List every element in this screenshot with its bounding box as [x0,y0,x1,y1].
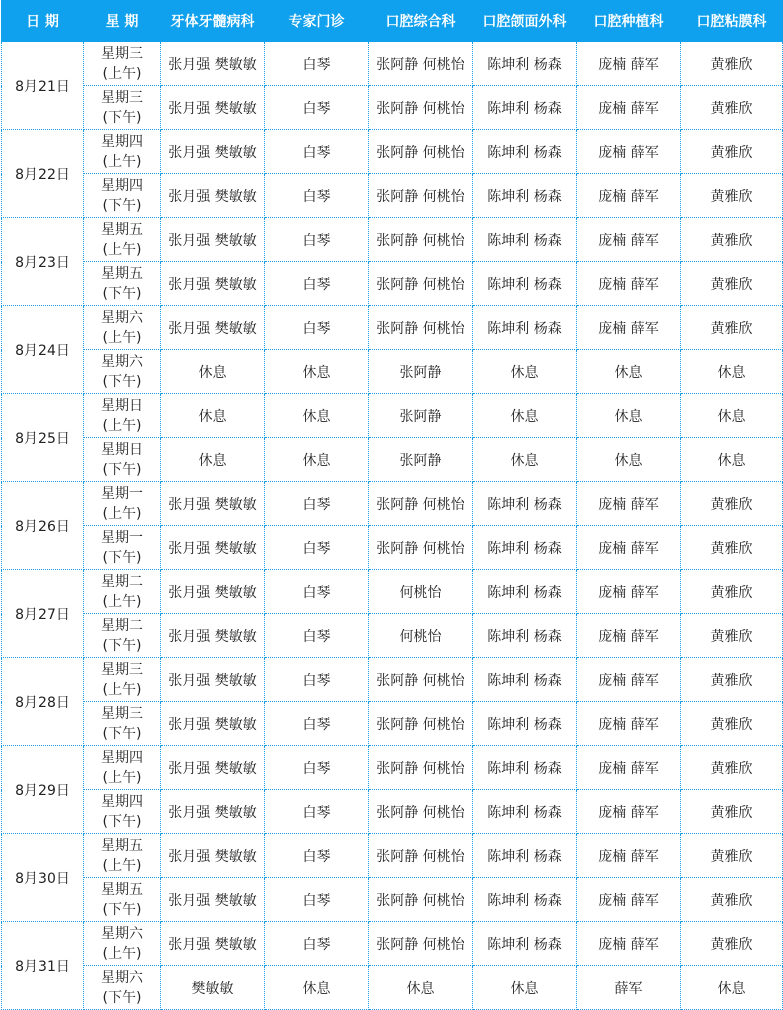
cell-expert-clinic: 白琴 [265,834,369,878]
table-row [2,526,783,570]
weekday-cell [84,174,161,218]
cell-implantology: 庞楠 薛军 [577,482,681,526]
table-row [2,746,783,790]
weekday-cell [84,966,161,1010]
cell-general-dentistry: 张阿静 何桃怡 [369,746,473,790]
cell-implantology: 休息 [577,438,681,482]
header-oral-mucosa: 口腔粘膜科 [681,1,783,42]
cell-oral-mucosa: 黄雅欣 [681,922,783,966]
weekday-label: 星期二 [101,617,143,634]
weekday-label: 星期四 [101,133,143,150]
cell-general-dentistry: 张阿静 何桃怡 [369,86,473,130]
cell-oral-surgery: 陈坤利 杨森 [473,878,577,922]
cell-general-dentistry: 休息 [369,966,473,1010]
cell-oral-surgery: 陈坤利 杨森 [473,614,577,658]
cell-oral-surgery: 陈坤利 杨森 [473,306,577,350]
clinic-schedule-table [1,0,783,1010]
cell-oral-surgery: 陈坤利 杨森 [473,746,577,790]
date-cell: 8月21日 [2,42,84,130]
cell-expert-clinic: 白琴 [265,614,369,658]
schedule-body [2,42,783,1010]
cell-oral-mucosa: 黄雅欣 [681,174,783,218]
cell-oral-mucosa: 黄雅欣 [681,218,783,262]
cell-implantology: 庞楠 薛军 [577,130,681,174]
cell-implantology: 庞楠 薛军 [577,42,681,86]
cell-implantology: 庞楠 薛军 [577,174,681,218]
table-row [2,834,783,878]
header-expert-clinic: 专家门诊 [265,1,369,42]
cell-implantology: 庞楠 薛军 [577,218,681,262]
cell-endodontics: 张月强 樊敏敏 [161,306,265,350]
cell-implantology: 庞楠 薛军 [577,746,681,790]
weekday-label: 星期日 [101,441,143,458]
table-row [2,394,783,438]
weekday-cell [84,86,161,130]
cell-expert-clinic: 休息 [265,394,369,438]
cell-endodontics: 张月强 樊敏敏 [161,702,265,746]
cell-oral-mucosa: 黄雅欣 [681,614,783,658]
header-row [2,1,783,42]
weekday-cell [84,218,161,262]
cell-expert-clinic: 白琴 [265,42,369,86]
cell-oral-surgery: 休息 [473,966,577,1010]
period-label: (上午) [102,769,142,786]
weekday-cell [84,702,161,746]
cell-endodontics: 休息 [161,438,265,482]
cell-implantology: 休息 [577,394,681,438]
cell-implantology: 庞楠 薛军 [577,702,681,746]
weekday-label: 星期四 [101,749,143,766]
cell-expert-clinic: 白琴 [265,790,369,834]
cell-implantology: 庞楠 薛军 [577,922,681,966]
cell-oral-surgery: 休息 [473,438,577,482]
cell-expert-clinic: 白琴 [265,86,369,130]
table-row [2,218,783,262]
cell-oral-mucosa: 黄雅欣 [681,702,783,746]
weekday-cell [84,394,161,438]
header-implantology: 口腔种植科 [577,1,681,42]
header-weekday: 星 期 [84,1,161,42]
date-cell: 8月27日 [2,570,84,658]
weekday-cell [84,878,161,922]
cell-endodontics: 张月强 樊敏敏 [161,922,265,966]
table-row [2,702,783,746]
date-cell: 8月23日 [2,218,84,306]
cell-implantology: 庞楠 薛军 [577,526,681,570]
period-label: (上午) [102,505,142,522]
cell-oral-surgery: 陈坤利 杨森 [473,482,577,526]
header-general-dentistry: 口腔综合科 [369,1,473,42]
period-label: (上午) [102,417,142,434]
cell-general-dentistry: 何桃怡 [369,570,473,614]
cell-oral-surgery: 陈坤利 杨森 [473,834,577,878]
cell-general-dentistry: 张阿静 何桃怡 [369,130,473,174]
cell-endodontics: 张月强 樊敏敏 [161,482,265,526]
cell-oral-surgery: 陈坤利 杨森 [473,174,577,218]
weekday-label: 星期五 [101,221,143,238]
date-cell: 8月26日 [2,482,84,570]
date-cell: 8月24日 [2,306,84,394]
period-label: (上午) [102,329,142,346]
weekday-cell [84,306,161,350]
cell-expert-clinic: 白琴 [265,526,369,570]
cell-oral-mucosa: 黄雅欣 [681,306,783,350]
weekday-label: 星期三 [101,705,143,722]
cell-oral-mucosa: 黄雅欣 [681,878,783,922]
period-label: (下午) [102,285,142,302]
date-cell: 8月29日 [2,746,84,834]
cell-general-dentistry: 张阿静 何桃怡 [369,218,473,262]
cell-endodontics: 张月强 樊敏敏 [161,746,265,790]
table-row [2,658,783,702]
cell-endodontics: 张月强 樊敏敏 [161,218,265,262]
cell-endodontics: 张月强 樊敏敏 [161,174,265,218]
weekday-cell [84,482,161,526]
header-endodontics: 牙体牙髓病科 [161,1,265,42]
cell-oral-mucosa: 黄雅欣 [681,526,783,570]
weekday-label: 星期五 [101,837,143,854]
table-row [2,878,783,922]
period-label: (下午) [102,373,142,390]
weekday-label: 星期三 [101,661,143,678]
cell-expert-clinic: 白琴 [265,218,369,262]
cell-expert-clinic: 白琴 [265,306,369,350]
period-label: (上午) [102,153,142,170]
cell-endodontics: 休息 [161,350,265,394]
cell-general-dentistry: 张阿静 何桃怡 [369,922,473,966]
weekday-cell [84,42,161,86]
table-row [2,174,783,218]
cell-endodontics: 张月强 樊敏敏 [161,130,265,174]
cell-oral-mucosa: 休息 [681,438,783,482]
cell-endodontics: 张月强 樊敏敏 [161,878,265,922]
period-label: (上午) [102,857,142,874]
cell-expert-clinic: 白琴 [265,174,369,218]
cell-endodontics: 张月强 樊敏敏 [161,86,265,130]
date-cell: 8月31日 [2,922,84,1010]
cell-endodontics: 张月强 樊敏敏 [161,42,265,86]
cell-oral-surgery: 陈坤利 杨森 [473,262,577,306]
cell-oral-surgery: 陈坤利 杨森 [473,658,577,702]
cell-general-dentistry: 何桃怡 [369,614,473,658]
date-cell: 8月30日 [2,834,84,922]
period-label: (下午) [102,197,142,214]
cell-general-dentistry: 张阿静 [369,394,473,438]
cell-endodontics: 张月强 樊敏敏 [161,570,265,614]
cell-general-dentistry: 张阿静 何桃怡 [369,790,473,834]
period-label: (上午) [102,65,142,82]
cell-implantology: 庞楠 薛军 [577,86,681,130]
cell-oral-surgery: 陈坤利 杨森 [473,86,577,130]
period-label: (下午) [102,549,142,566]
weekday-cell [84,746,161,790]
cell-oral-surgery: 陈坤利 杨森 [473,526,577,570]
weekday-label: 星期六 [101,925,143,942]
cell-oral-mucosa: 休息 [681,966,783,1010]
table-row [2,570,783,614]
cell-implantology: 庞楠 薛军 [577,790,681,834]
cell-implantology: 休息 [577,350,681,394]
cell-general-dentistry: 张阿静 何桃怡 [369,482,473,526]
cell-expert-clinic: 白琴 [265,922,369,966]
cell-expert-clinic: 白琴 [265,130,369,174]
cell-expert-clinic: 休息 [265,350,369,394]
date-cell: 8月25日 [2,394,84,482]
weekday-label: 星期五 [101,265,143,282]
header-oral-surgery: 口腔颌面外科 [473,1,577,42]
cell-implantology: 庞楠 薛军 [577,658,681,702]
cell-oral-mucosa: 黄雅欣 [681,262,783,306]
cell-oral-mucosa: 黄雅欣 [681,746,783,790]
cell-endodontics: 张月强 樊敏敏 [161,834,265,878]
cell-general-dentistry: 张阿静 何桃怡 [369,658,473,702]
weekday-label: 星期日 [101,397,143,414]
table-row [2,86,783,130]
cell-oral-surgery: 陈坤利 杨森 [473,790,577,834]
cell-implantology: 庞楠 薛军 [577,262,681,306]
weekday-label: 星期三 [101,89,143,106]
cell-oral-mucosa: 黄雅欣 [681,86,783,130]
weekday-label: 星期四 [101,793,143,810]
weekday-label: 星期二 [101,573,143,590]
cell-expert-clinic: 休息 [265,438,369,482]
cell-oral-mucosa: 黄雅欣 [681,42,783,86]
weekday-label: 星期六 [101,309,143,326]
cell-oral-surgery: 陈坤利 杨森 [473,218,577,262]
date-cell: 8月28日 [2,658,84,746]
cell-endodontics: 樊敏敏 [161,966,265,1010]
cell-general-dentistry: 张阿静 [369,438,473,482]
cell-expert-clinic: 白琴 [265,746,369,790]
cell-oral-surgery: 陈坤利 杨森 [473,922,577,966]
weekday-label: 星期六 [101,969,143,986]
cell-general-dentistry: 张阿静 何桃怡 [369,834,473,878]
period-label: (下午) [102,109,142,126]
cell-general-dentistry: 张阿静 何桃怡 [369,702,473,746]
cell-expert-clinic: 休息 [265,966,369,1010]
weekday-cell [84,614,161,658]
period-label: (下午) [102,989,142,1006]
period-label: (上午) [102,241,142,258]
table-row [2,42,783,86]
cell-implantology: 薛军 [577,966,681,1010]
period-label: (下午) [102,461,142,478]
table-row [2,438,783,482]
weekday-cell [84,130,161,174]
weekday-cell [84,834,161,878]
weekday-label: 星期三 [101,45,143,62]
cell-oral-mucosa: 休息 [681,394,783,438]
table-row [2,262,783,306]
cell-endodontics: 张月强 樊敏敏 [161,658,265,702]
cell-oral-surgery: 陈坤利 杨森 [473,42,577,86]
period-label: (下午) [102,813,142,830]
table-row [2,922,783,966]
weekday-cell [84,350,161,394]
cell-expert-clinic: 白琴 [265,878,369,922]
weekday-cell [84,438,161,482]
cell-endodontics: 张月强 樊敏敏 [161,262,265,306]
cell-general-dentistry: 张阿静 何桃怡 [369,878,473,922]
cell-endodontics: 张月强 樊敏敏 [161,614,265,658]
cell-oral-surgery: 休息 [473,394,577,438]
cell-implantology: 庞楠 薛军 [577,306,681,350]
cell-oral-mucosa: 黄雅欣 [681,658,783,702]
period-label: (下午) [102,901,142,918]
weekday-cell [84,570,161,614]
cell-expert-clinic: 白琴 [265,658,369,702]
table-row [2,966,783,1010]
cell-expert-clinic: 白琴 [265,262,369,306]
weekday-cell [84,790,161,834]
weekday-label: 星期五 [101,881,143,898]
weekday-cell [84,526,161,570]
cell-oral-surgery: 陈坤利 杨森 [473,570,577,614]
cell-general-dentistry: 张阿静 何桃怡 [369,42,473,86]
period-label: (下午) [102,637,142,654]
weekday-label: 星期六 [101,353,143,370]
period-label: (上午) [102,945,142,962]
cell-implantology: 庞楠 薛军 [577,614,681,658]
cell-oral-surgery: 陈坤利 杨森 [473,702,577,746]
table-row [2,350,783,394]
cell-general-dentistry: 张阿静 何桃怡 [369,174,473,218]
weekday-cell [84,262,161,306]
cell-endodontics: 张月强 樊敏敏 [161,790,265,834]
cell-oral-mucosa: 黄雅欣 [681,834,783,878]
weekday-label: 星期一 [101,485,143,502]
cell-oral-mucosa: 黄雅欣 [681,570,783,614]
cell-endodontics: 休息 [161,394,265,438]
weekday-label: 星期一 [101,529,143,546]
cell-implantology: 庞楠 薛军 [577,834,681,878]
table-row [2,130,783,174]
cell-general-dentistry: 张阿静 何桃怡 [369,262,473,306]
period-label: (上午) [102,593,142,610]
cell-implantology: 庞楠 薛军 [577,570,681,614]
period-label: (下午) [102,725,142,742]
cell-expert-clinic: 白琴 [265,702,369,746]
table-row [2,614,783,658]
cell-endodontics: 张月强 樊敏敏 [161,526,265,570]
table-row [2,790,783,834]
cell-expert-clinic: 白琴 [265,482,369,526]
cell-implantology: 庞楠 薛军 [577,878,681,922]
cell-oral-mucosa: 休息 [681,350,783,394]
weekday-label: 星期四 [101,177,143,194]
cell-oral-mucosa: 黄雅欣 [681,482,783,526]
table-row [2,306,783,350]
cell-general-dentistry: 张阿静 [369,350,473,394]
weekday-cell [84,922,161,966]
cell-oral-surgery: 陈坤利 杨森 [473,130,577,174]
cell-expert-clinic: 白琴 [265,570,369,614]
cell-oral-surgery: 休息 [473,350,577,394]
weekday-cell [84,658,161,702]
period-label: (上午) [102,681,142,698]
cell-oral-mucosa: 黄雅欣 [681,790,783,834]
cell-general-dentistry: 张阿静 何桃怡 [369,526,473,570]
cell-oral-mucosa: 黄雅欣 [681,130,783,174]
table-row [2,482,783,526]
cell-general-dentistry: 张阿静 何桃怡 [369,306,473,350]
date-cell: 8月22日 [2,130,84,218]
header-date: 日 期 [2,1,84,42]
